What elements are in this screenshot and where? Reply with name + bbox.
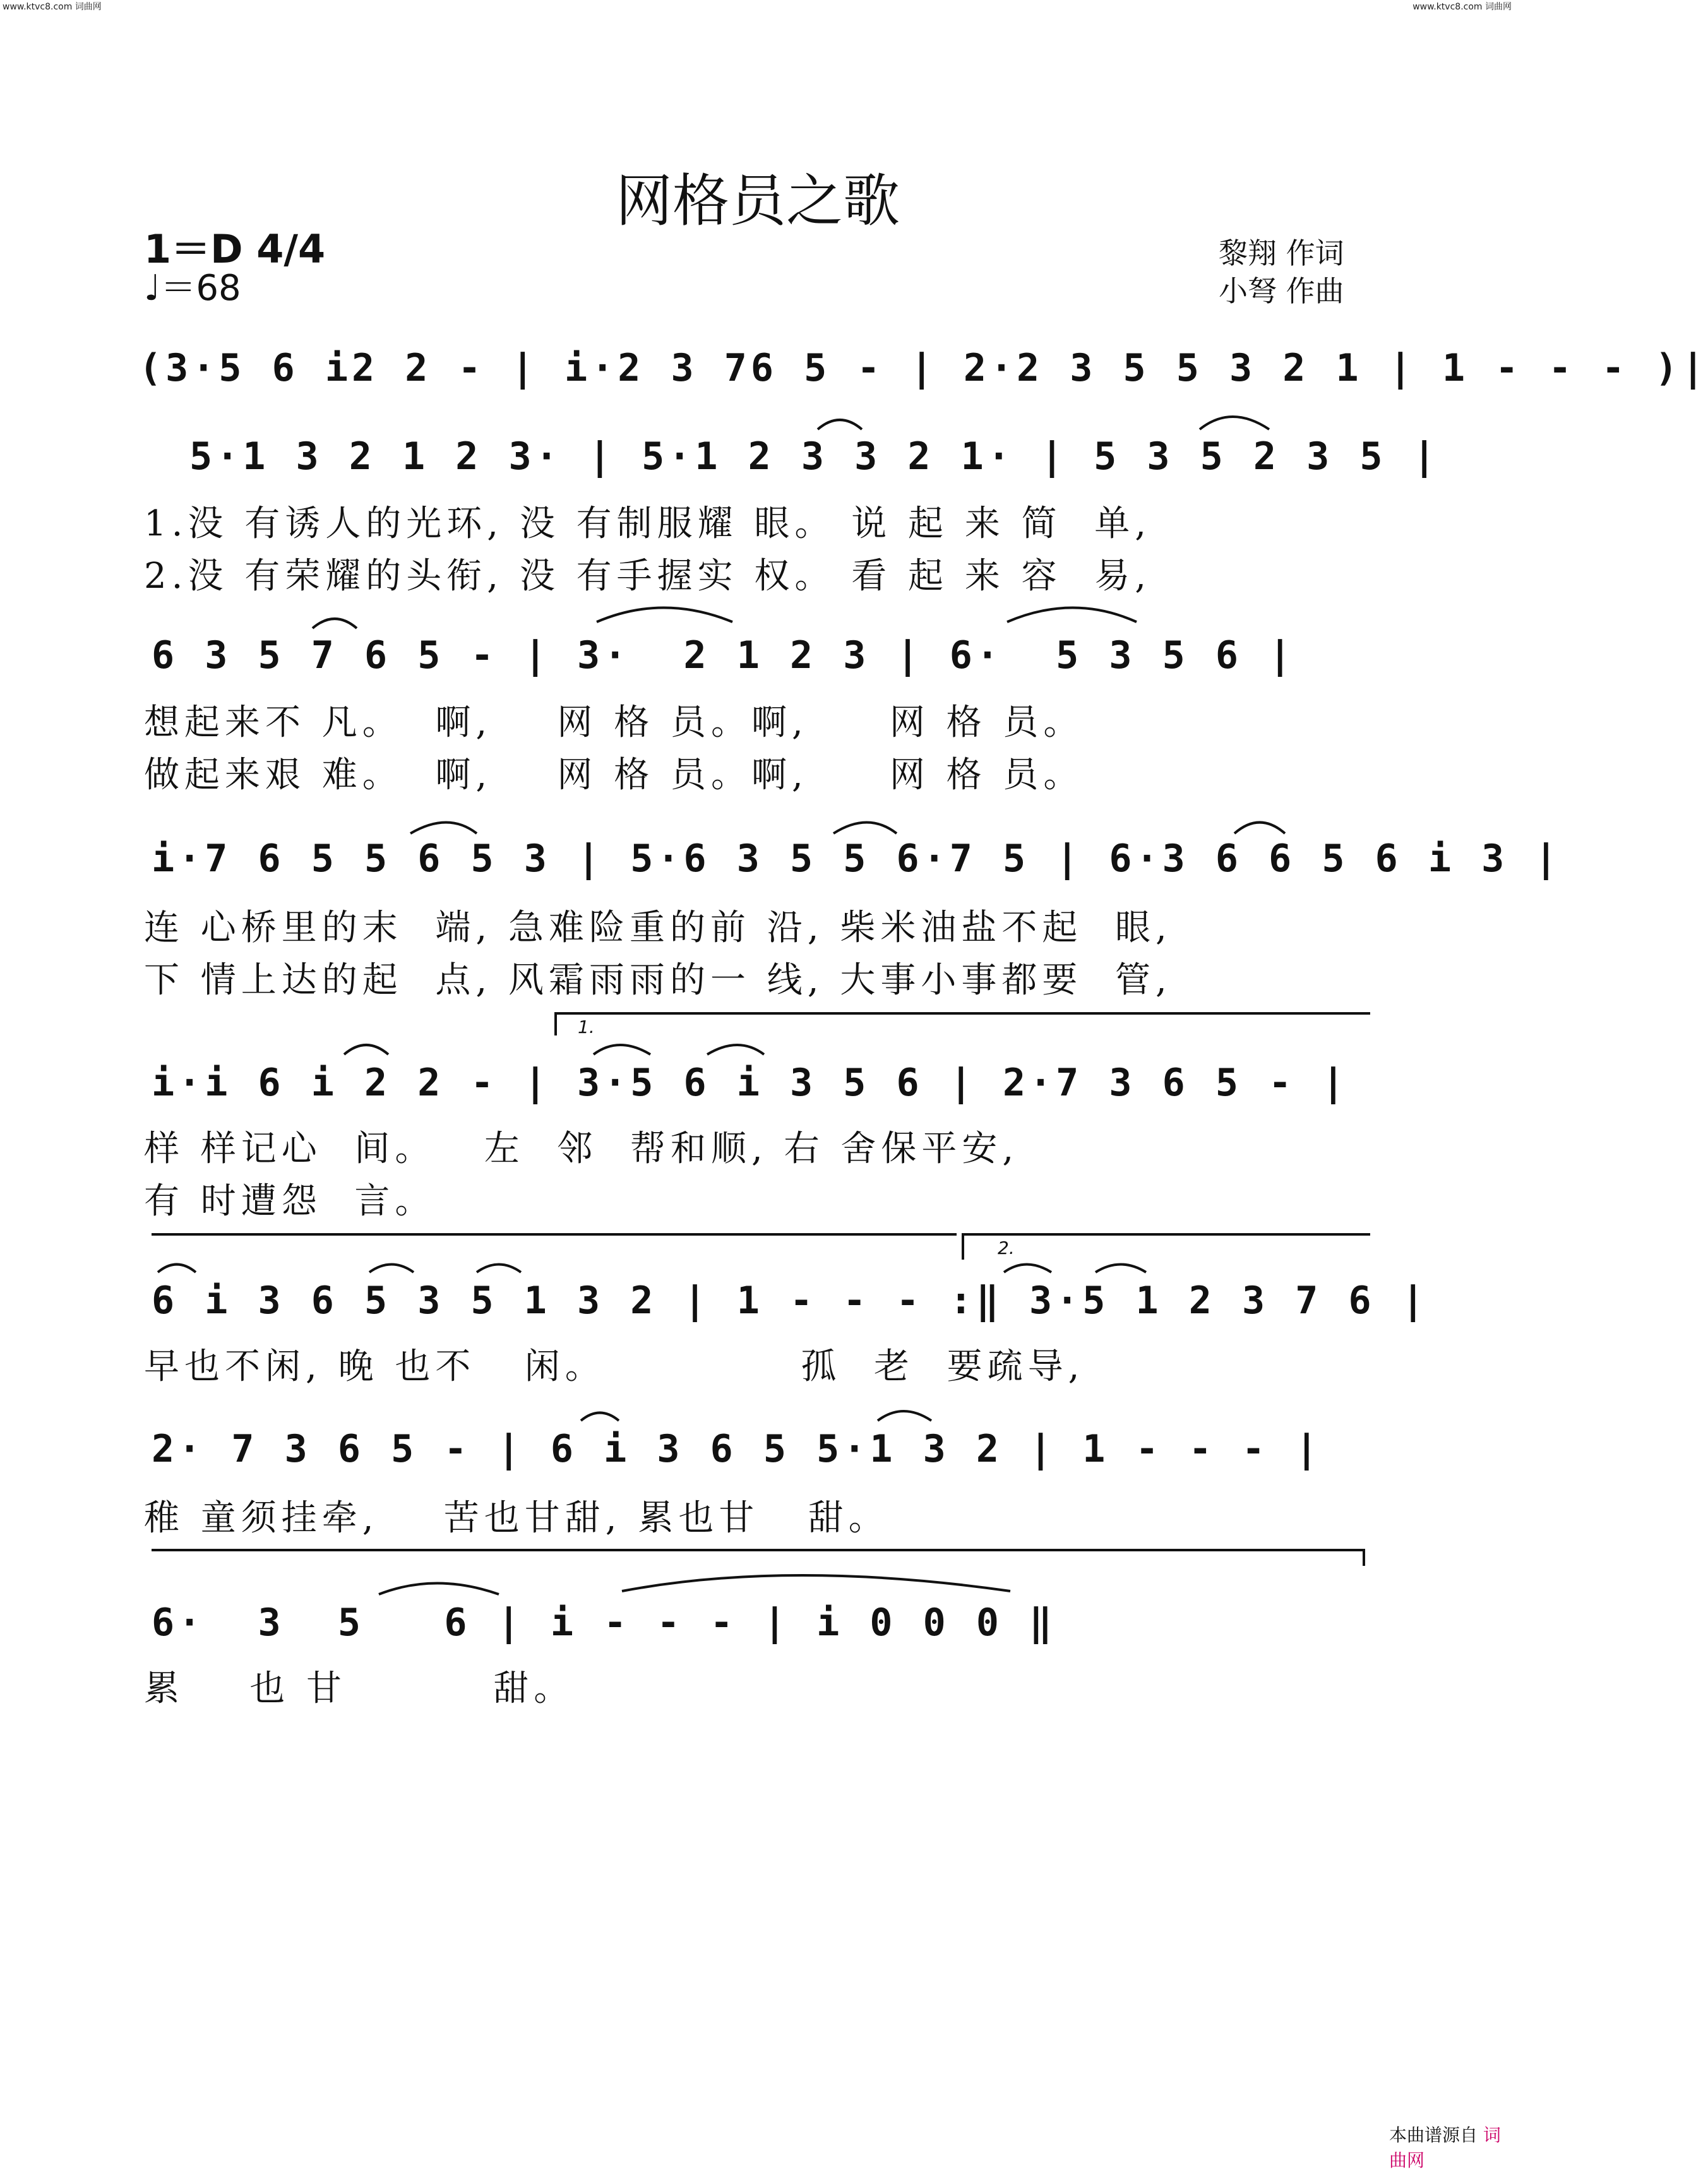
slur-mark (1004, 1265, 1051, 1273)
notation-line-1: 5·1 3 2 1 2 3· | 5·1 2 3 3 2 1· | 5 3 5 2 3 5 | (189, 434, 1440, 479)
slur-mark (344, 1045, 388, 1054)
notation-line-7: 6· 3 5 6 | i - - - | i 0 0 0 ‖ (152, 1601, 1056, 1645)
header-site-right: www.ktvc8.com 词曲网 (1412, 2, 1512, 12)
composer-credit: 小弩 作曲 (1219, 274, 1344, 308)
song-title: 网格员之歌 (616, 168, 900, 234)
notation-line-4: i·i 6 i 2 2 - | 3·5 6 i 3 5 6 | 2·7 3 6 5 - | (152, 1061, 1349, 1105)
slur-mark (1200, 417, 1269, 429)
slur-mark (594, 1045, 650, 1054)
lyric-line-1-verse-2: 2.没 有荣耀的头衔, 没 有手握实 权。 看 起 来 容 易, (144, 556, 1152, 597)
slur-mark (622, 1575, 1010, 1591)
lyric-line-2-verse-1: 想起来不 凡。 啊, 网 格 员。啊, 网 格 员。 (144, 702, 1084, 743)
lyricist-credit: 黎翔 作词 (1219, 236, 1344, 270)
notation-line-3: i·7 6 5 5 6 5 3 | 5·6 3 5 5 6·7 5 | 6·3 6 6 5 6 i 3 | (152, 837, 1562, 881)
volta-2-label: 2. (998, 1238, 1015, 1258)
lyric-line-1-verse-1: 1.没 有诱人的光环, 没 有制服耀 眼。 说 起 来 简 单, (144, 503, 1152, 544)
slur-mark (707, 1045, 764, 1054)
lyric-line-6: 稚 童须挂牵, 苦也甘甜, 累也甘 甜。 (144, 1498, 889, 1539)
lyric-line-4-verse-2: 有 时遭怨 言。 (144, 1181, 436, 1222)
footer-site-link[interactable]: 词曲网 (1389, 2125, 1501, 2171)
coda-bracket (152, 1550, 1364, 1566)
slur-mark (369, 1265, 414, 1273)
lyric-line-4-verse-1: 样 样记心 间。 左 邻 帮和顺, 右 舍保平安, (144, 1128, 1019, 1169)
volta-1-bracket (556, 1013, 1370, 1035)
slur-mark (1007, 608, 1137, 623)
notation-line-6: 2· 7 3 6 5 - | 6 i 3 6 5 5·1 3 2 | 1 - - - | (152, 1427, 1322, 1471)
lyric-line-2-verse-2: 做起来艰 难。 啊, 网 格 员。啊, 网 格 员。 (144, 755, 1084, 796)
volta-1-label: 1. (578, 1017, 595, 1037)
slur-mark (313, 619, 357, 628)
lyric-line-3-verse-2: 下 情上达的起 点, 风霜雨雨的一 线, 大事小事都要 管, (144, 960, 1172, 1001)
lyric-line-3-verse-1: 连 心桥里的末 端, 急难险重的前 沿, 柴米油盐不起 眼, (144, 907, 1172, 948)
slur-mark (878, 1411, 931, 1421)
tempo-marking: ♩＝68 (144, 268, 241, 309)
slur-mark (581, 1413, 619, 1421)
footer-source-label: 本曲谱源自 (1389, 2125, 1478, 2145)
slur-mark (818, 420, 862, 429)
slur-mark (379, 1584, 499, 1595)
notation-line-2: 6 3 5 7 6 5 - | 3· 2 1 2 3 | 6· 5 3 5 6 | (152, 633, 1296, 677)
notation-line-5: 6 i 3 6 5 3 5 1 3 2 | 1 - - - :‖ 3·5 1 2 3 7 6 | (152, 1279, 1428, 1323)
slur-mark (1234, 823, 1285, 834)
slur-mark (833, 823, 897, 834)
notation-line-intro: (3·5 6 i2 2 - | i·2 3 76 5 - | 2·2 3 5 5 3 2 1 | 1 - - - )| (139, 346, 1708, 390)
lyric-line-7: 累 也 甘 甜。 (144, 1668, 575, 1709)
slur-mark (158, 1265, 196, 1273)
header-site-left: www.ktvc8.com 词曲网 (3, 2, 102, 12)
slur-mark (410, 823, 477, 834)
key-signature: 1＝D 4/4 (144, 226, 326, 272)
volta-2-bracket (963, 1234, 1370, 1260)
slur-mark (1096, 1265, 1146, 1273)
slur-mark (477, 1265, 521, 1273)
slur-mark (597, 608, 732, 623)
lyric-line-5: 早也不闲, 晚 也不 闲。 孤 老 要疏导, (144, 1346, 1085, 1387)
footer-source (1389, 2121, 1515, 2172)
